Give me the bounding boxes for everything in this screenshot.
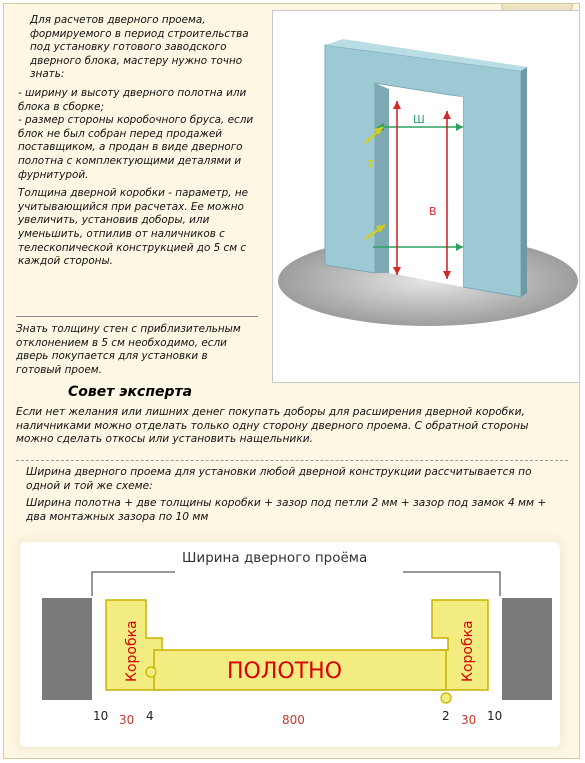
- wall-right: [502, 598, 552, 700]
- dim-gap-left: 10: [93, 709, 109, 723]
- expert-heading: Совет эксперта: [68, 384, 193, 400]
- wall-left: [42, 598, 92, 700]
- dim-box-left: 30: [119, 713, 135, 727]
- door-opening-svg: [273, 11, 579, 382]
- width-diagram: [20, 542, 560, 747]
- opening-back: [389, 89, 463, 287]
- dim-leaf: 800: [282, 713, 305, 727]
- divider: [16, 316, 258, 317]
- formula-intro: Ширина дверного проема для установки любой дверной конструкции рассчитывается по одной и той же схеме:: [26, 466, 532, 492]
- door-leaf-label: ПОЛОТНО: [227, 659, 343, 684]
- wall-side: [521, 67, 527, 297]
- dim-box-right: 30: [461, 713, 477, 727]
- thickness-label: Т: [367, 158, 374, 171]
- intro-text: [18, 14, 264, 274]
- opening-inner: [375, 83, 389, 273]
- height-label: В: [429, 205, 437, 218]
- width-diagram-svg: [20, 542, 560, 747]
- dim-lock-gap: 2: [442, 709, 450, 723]
- title-bracket: [403, 572, 500, 596]
- formula-text: [26, 466, 566, 529]
- divider: [16, 460, 568, 461]
- expert-text: Если нет желания или лишних денег покупать доборы для расширения дверной коробки, наличниками можно отделать только одну сторону дверного проема. С обратной стороны можно сделать откосы или установить нащельники.: [16, 406, 529, 446]
- door-opening-illustration: [272, 10, 580, 383]
- diagram-title: Ширина дверного проёма: [182, 550, 368, 566]
- title-bracket: [92, 572, 175, 596]
- box-left-label: Коробка: [124, 620, 140, 682]
- lock-marker: [441, 693, 451, 703]
- intro-list-item: - ширину и высоту дверного полотна или блока в сборке;: [18, 86, 247, 113]
- width-label: Ш: [413, 113, 425, 126]
- intro-paragraph: Для расчетов дверного проема, формируемого в период строительства под установку готового заводского дверного блока, мастеру нужно точно знать:: [30, 14, 249, 81]
- intro-paragraph: Толщина дверной коробки - параметр, не учитывающийся при расчетах. Ее можно увеличить, установив доборы, или уменьшить, отпилив от наличников с телескопической конструкцией до 5 см с каждой стороны.: [18, 187, 249, 268]
- dim-gap-right: 10: [487, 709, 503, 723]
- dim-hinge-gap: 4: [146, 709, 154, 723]
- hinge-marker: [146, 667, 156, 677]
- box-right-label: Коробка: [460, 620, 476, 682]
- page: [3, 3, 580, 759]
- intro-paragraph: Знать толщину стен с приблизительным отклонением в 5 см необходимо, если дверь покупается для установки в готовый проем.: [16, 323, 241, 376]
- intro-list-item: - размер стороны коробочного бруса, если блок не был собран перед продажей поставщиком, а продан в виде дверного полотна с комплектующими деталями и фурнитурой.: [18, 114, 254, 181]
- formula-expression: Ширина полотна + две толщины коробки + зазор под петли 2 мм + зазор под замок 4 мм + два монтажных зазора по 10 мм: [26, 497, 547, 523]
